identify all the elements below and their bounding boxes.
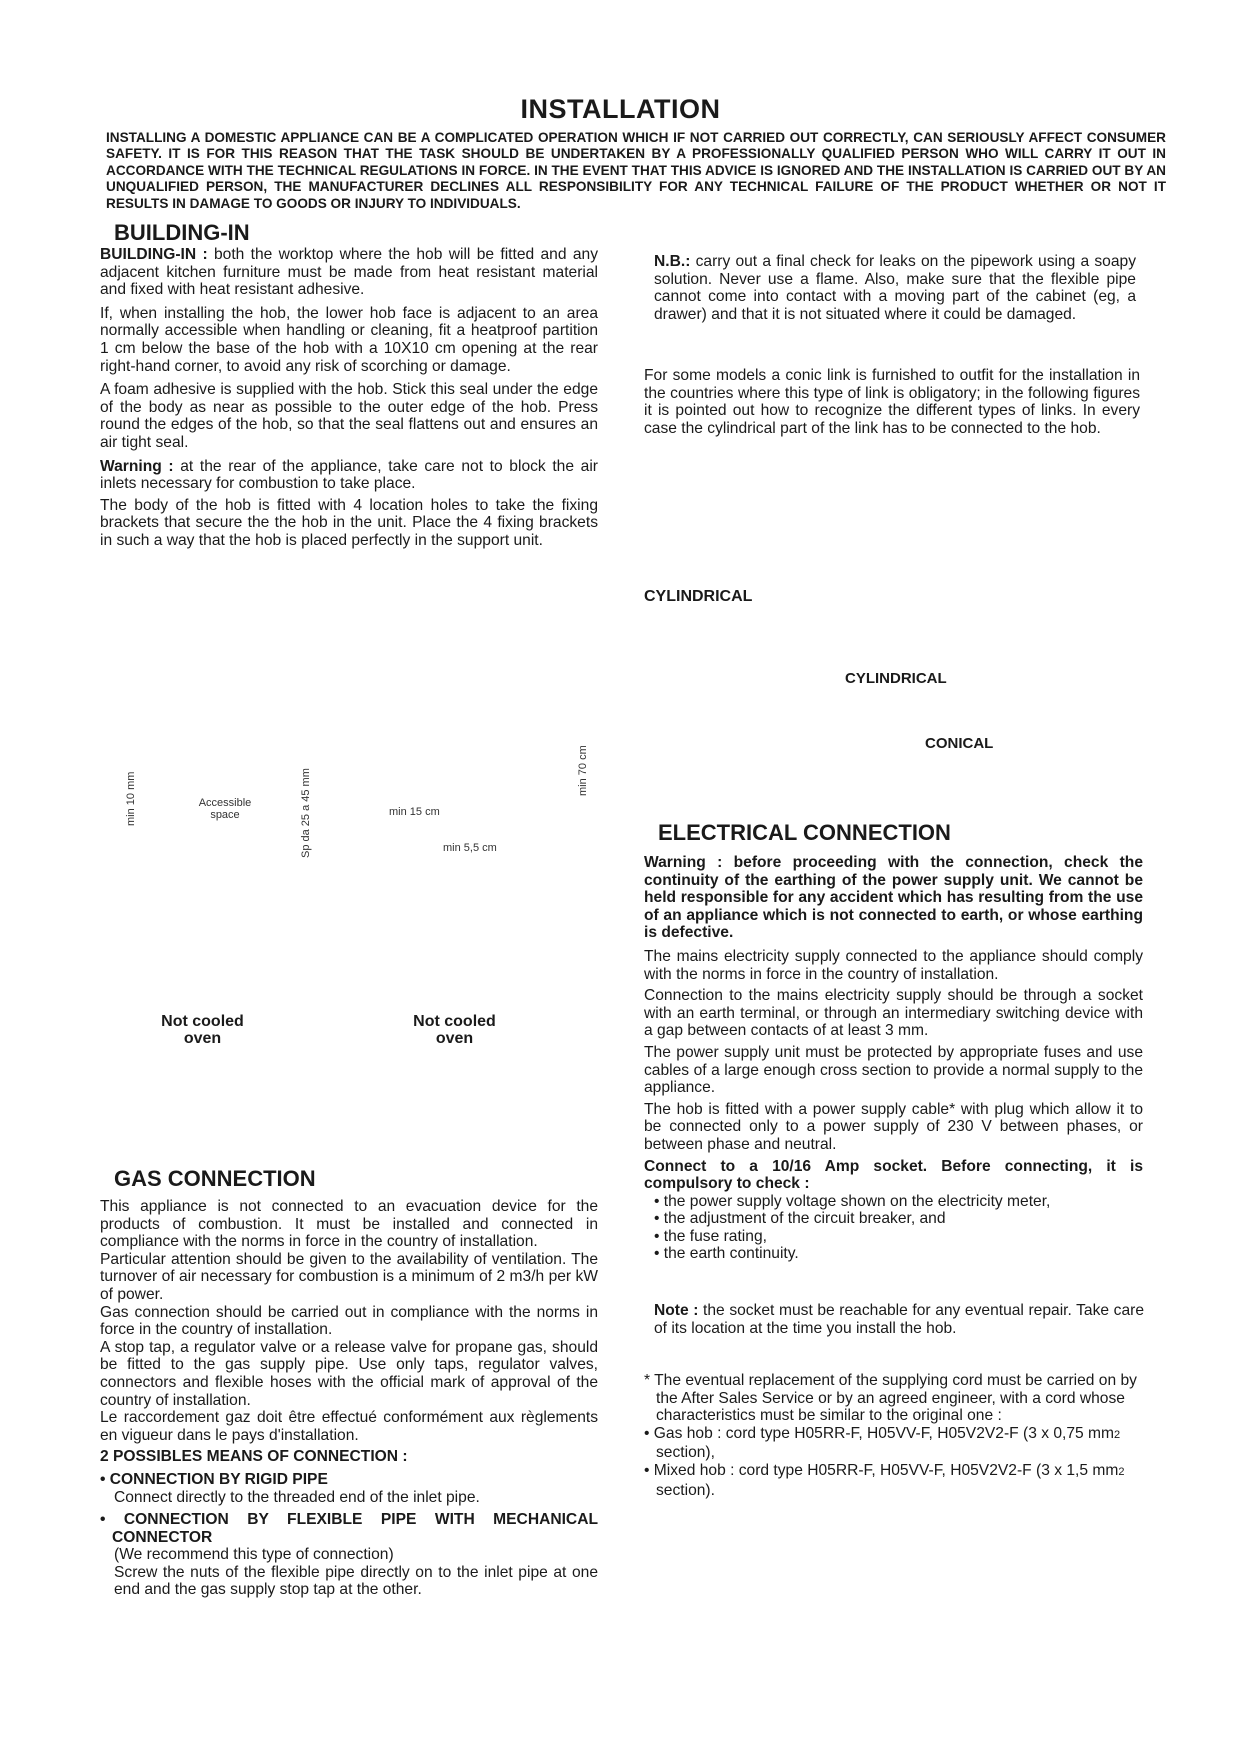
rigid-pipe-heading: • CONNECTION BY RIGID PIPE [100, 1470, 328, 1488]
conic-link-text: For some models a conic link is furnished to outfit for the installation in the countries where this type of link is obligatory; in the following figures it is pointed out how to recognize the different types of links. In every case the cylindrical part of the link has to be connected to the hob. [644, 367, 1140, 437]
building-in-text [100, 246, 598, 556]
gas-p3: Gas connection should be carried out in compliance with the norms in force in the country of installation. [100, 1303, 598, 1339]
gas-p5: Le raccordement gaz doit être effectué conformément aux règlements en vigueur dans le pays d'installation. [100, 1409, 598, 1444]
accessible-space-label: Accessible space [198, 797, 252, 821]
socket-note [654, 1302, 1144, 1341]
electrical-text [644, 854, 1143, 1263]
cylindrical-label-2: CYLINDRICAL [845, 670, 947, 687]
connection-means-heading: 2 POSSIBLES MEANS OF CONNECTION : [100, 1448, 408, 1466]
check-list [644, 1193, 1143, 1263]
gas-p1: This appliance is not connected to an evacuation device for the products of combustion. It must be installed and connected in compliance with the norms in force in the country of installation. [100, 1198, 598, 1251]
flexible-pipe-recommend: (We recommend this type of connection) [114, 1546, 394, 1564]
page-title: INSTALLATION [520, 94, 721, 124]
electrical-p1: The mains electricity supply connected to the appliance should comply with the norms in force in the country of installation. [644, 947, 1143, 983]
connect-socket-text: Connect to a 10/16 Amp socket. Before connecting, it is compulsory to check : [644, 1157, 1143, 1193]
flexible-pipe-text: Screw the nuts of the flexible pipe directly on to the inlet pipe at one end and the gas supply stop tap at the other. [114, 1563, 598, 1599]
spacing-label: Sp da 25 a 45 mm [300, 768, 312, 858]
gas-heading: GAS CONNECTION [114, 1166, 316, 1191]
building-in-heading: BUILDING-IN [114, 220, 250, 245]
nb-paragraph: N.B.: carry out a final check for leaks on the pipework using a soapy solution. Never use a flame. Also, make sure that the flexible pipe cannot come into contact with a moving part of the cabinet (eg, a drawer) and that it is not situated where it could be damaged. [654, 253, 1136, 323]
not-cooled-oven-label-1: Not cooled oven [161, 1013, 244, 1047]
electrical-p3: The power supply unit must be protected by appropriate fuses and use cables of a large enough cross section to provide a normal supply to the appliance. [644, 1043, 1143, 1097]
building-in-p3: A foam adhesive is supplied with the hob. Stick this seal under the edge of the body as near as possible to the outer edge of the hob. Press round the edges of the hob, so that the seal flattens out and ensures an air tight seal. [100, 381, 598, 451]
min-5-5cm-label: min 5,5 cm [443, 842, 497, 854]
min-10mm-label: min 10 mm [125, 771, 137, 826]
building-in-p4: Warning : at the rear of the appliance, take care not to block the air inlets necessary for combustion to take place. [100, 457, 598, 493]
footnote-mixed-hob: • Mixed hob : cord type H05RR-F, H05VV-F, H05V2V2-F (3 x 1,5 mm2 section). [644, 1461, 1125, 1499]
nb-note [654, 253, 1136, 327]
note-paragraph: Note : the socket must be reachable for any eventual repair. Take care of its location at the time you install the hob. [654, 1302, 1145, 1337]
cord-footnote [644, 1372, 1144, 1499]
footnote-gas-hob: • Gas hob : cord type H05RR-F, H05VV-F, H05V2V2-F (3 x 0,75 mm2 section), [644, 1424, 1121, 1462]
not-cooled-oven-label-2: Not cooled oven [413, 1013, 496, 1047]
safety-warning: INSTALLING A DOMESTIC APPLIANCE CAN BE A COMPLICATED OPERATION WHICH IF NOT CARRIED OUT CORRECTLY, CAN SERIOUSLY AFFECT CONSUMER SAFETY. IT IS FOR THIS REASON THAT THE TASK SHOULD BE UNDERTAKEN BY A PROFESSIONALLY QUALIFIED PERSON WHO WILL CARRY IT OUT IN ACCORDANCE WITH THE TECHNICAL REGULATIONS IN FORCE. IN THE EVENT THAT THIS ADVICE IS IGNORED AND THE INSTALLATION IS CARRIED OUT BY AN UNQUALIFIED PERSON, THE MANUFACTURER DECLINES ALL RESPONSIBILITY FOR ANY TECHNICAL FAILURE OF THE PRODUCT WHETHER OR NOT IT RESULTS IN DAMAGE TO GOODS OR INJURY TO INDIVIDUALS. [106, 130, 1166, 211]
electrical-p4: The hob is fitted with a power supply cable* with plug which allow it to be connected only to a power supply of 230 V between phases, or between phase and neutral. [644, 1100, 1143, 1153]
list-item: • the earth continuity. [654, 1245, 799, 1263]
building-in-p1: BUILDING-IN : both the worktop where the hob will be fitted and any adjacent kitchen furniture must be made from heat resistant material and fixed with heat resistant adhesive. [100, 246, 598, 299]
gas-p4: A stop tap, a regulator valve or a release valve for propane gas, should be fitted to the gas supply pipe. Use only taps, regulator valves, connectors and flexible hoses with the official mark of approval of the country of installation. [100, 1338, 598, 1409]
gas-p2: Particular attention should be given to the availability of ventilation. The turnover of air necessary for combustion is a minimum of 2 m3/h per kW of power. [100, 1250, 598, 1303]
electrical-heading: ELECTRICAL CONNECTION [658, 820, 951, 845]
building-in-p2: If, when installing the hob, the lower hob face is adjacent to an area normally accessible when handling or cleaning, fit a heatproof partition 1 cm below the base of the hob with a 10X10 cm opening at the rear right-hand corner, to avoid any risk of scorching or damage. [100, 304, 598, 375]
flexible-pipe-heading: • CONNECTION BY FLEXIBLE PIPE WITH MECHANICAL CONNECTOR [100, 1511, 598, 1546]
cylindrical-label-1: CYLINDRICAL [644, 588, 753, 605]
gas-text [100, 1198, 598, 1599]
min-70cm-label: min 70 cm [577, 745, 589, 796]
footnote-text: * The eventual replacement of the supplying cord must be carried on by the After Sales Service or by an agreed engineer, with a cord whose characteristics must be similar to the original one : [644, 1372, 1137, 1425]
list-item: • the fuse rating, [654, 1227, 767, 1245]
list-item: • the adjustment of the circuit breaker, and [654, 1210, 946, 1228]
electrical-p2: Connection to the mains electricity supply should be through a socket with an earth terminal, or through an intermediary switching device with a gap between contacts of at least 3 mm. [644, 987, 1143, 1040]
list-item: • the power supply voltage shown on the electricity meter, [654, 1192, 1051, 1210]
electrical-warning: Warning : before proceeding with the connection, check the continuity of the earthing of the power supply unit. We cannot be held responsible for any accident which has resulting from the use of an appliance which is not connected to earth, or whose earthing is defective. [644, 854, 1143, 942]
conical-label: CONICAL [925, 735, 994, 752]
min-15cm-label: min 15 cm [389, 806, 440, 818]
building-in-p5: The body of the hob is fitted with 4 location holes to take the fixing brackets that secure the the hob in the unit. Place the 4 fixing brackets in such a way that the hob is placed perfectly in the support unit. [100, 496, 598, 549]
rigid-pipe-text: Connect directly to the threaded end of the inlet pipe. [114, 1488, 480, 1506]
